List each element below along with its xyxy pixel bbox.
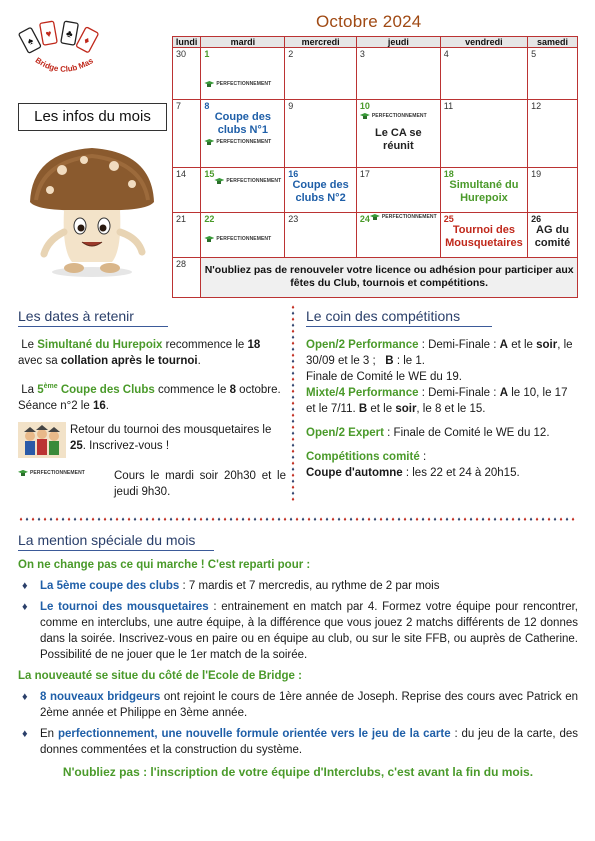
infos-title: Les infos du mois — [18, 103, 167, 131]
license-notice-cell — [201, 258, 578, 298]
suit-mark: ♦ — [291, 371, 295, 377]
suit-mark: ♦ — [67, 517, 71, 523]
event-coupe-clubs-1: Coupe des clubs N°1 — [214, 111, 271, 136]
calendar-week-row — [173, 100, 578, 168]
suit-mark: ♦ — [289, 517, 293, 523]
suit-mark: ♦ — [291, 425, 295, 431]
day-cell: 1 PERFECTIONNEMENT — [201, 48, 285, 100]
suit-mark: ♦ — [291, 317, 295, 323]
suit-mark: ♦ — [391, 517, 395, 523]
day-cell: 19 — [528, 168, 578, 213]
suit-mark: ♦ — [291, 365, 295, 371]
svg-text:♦: ♦ — [81, 35, 92, 48]
day-cell: 4 — [440, 48, 527, 100]
suit-mark: ♦ — [193, 517, 197, 523]
suit-mark: ♦ — [229, 517, 233, 523]
event-ag-comite: AG du comité — [534, 224, 571, 249]
perfectionnement-badge: PERFECTIONNEMENT — [214, 178, 281, 184]
event-coupe-clubs-2: Coupe des clubs N°2 — [292, 179, 349, 204]
perfectionnement-badge: PERFECTIONNEMENT — [204, 139, 281, 145]
graduation-cap-icon — [204, 236, 214, 242]
event-simultane: Simultané du Hurepoix — [449, 179, 519, 204]
suit-mark: ♦ — [313, 517, 317, 523]
day-cell: 25 Tournoi des Mousquetaires — [440, 213, 527, 258]
col-vendredi: vendredi — [440, 37, 527, 48]
suit-mark: ♦ — [169, 517, 173, 523]
list-item: ♦ En perfectionnement, une nouvelle formule orientée vers le jeu de la carte : du jeu de la carte, des donnes commentées et la construction du système. — [18, 726, 578, 758]
suit-mark: ♦ — [139, 517, 143, 523]
day-cell: 28 — [173, 258, 201, 298]
col-mardi: mardi — [201, 37, 285, 48]
suit-separator-vertical — [290, 303, 296, 503]
suit-separator-horizontal — [18, 510, 578, 523]
day-cell: 15 PERFECTIONNEMENT — [201, 168, 285, 213]
mention-subtitle-1: On ne change pas ce qui marche ! C'est reparti pour : — [18, 559, 311, 571]
col-mercredi: mercredi — [285, 37, 357, 48]
suit-mark: ♦ — [291, 449, 295, 455]
mention-list-1 — [18, 578, 578, 663]
suit-mark: ♦ — [151, 517, 155, 523]
suit-mark: ♦ — [205, 517, 209, 523]
svg-text:♥: ♥ — [44, 28, 53, 41]
svg-text:♣: ♣ — [65, 28, 74, 41]
suit-mark: ♦ — [181, 517, 185, 523]
calendar-week-row — [173, 213, 578, 258]
suit-mark: ♦ — [301, 517, 305, 523]
suit-mark: ♦ — [277, 517, 281, 523]
playing-cards-icon — [18, 21, 98, 53]
mushroom-mascot — [22, 140, 162, 280]
dates-paragraph-4: Cours le mardi soir 20h30 et le jeudi 9h30. — [114, 469, 286, 498]
dates-paragraph-3: Retour du tournoi des mousquetaires le 25. Inscrivez-vous ! — [70, 423, 272, 452]
day-cell: 23 — [285, 213, 357, 258]
calendar-week-row — [173, 258, 578, 298]
day-cell: 14 — [173, 168, 201, 213]
suit-mark: ♦ — [469, 517, 473, 523]
suit-mark: ♦ — [547, 517, 551, 523]
graduation-cap-icon — [370, 214, 380, 220]
competition-comite: Compétitions comité : Coupe d'automne : les 22 et 24 à 20h15. — [306, 451, 520, 479]
suit-mark: ♦ — [241, 517, 245, 523]
suit-mark: ♦ — [175, 517, 179, 523]
suit-mark: ♦ — [571, 517, 575, 523]
suit-mark: ♦ — [291, 413, 295, 419]
mention-list-2 — [18, 689, 578, 758]
suit-mark: ♦ — [291, 491, 295, 497]
event-ca-reunion: Le CA se réunit — [374, 127, 422, 152]
day-cell: 17 — [356, 168, 440, 213]
suit-mark: ♦ — [91, 517, 95, 523]
suit-mark: ♦ — [361, 517, 365, 523]
suit-mark: ♦ — [291, 485, 295, 491]
suit-mark: ♦ — [529, 517, 533, 523]
suit-mark: ♦ — [451, 517, 455, 523]
suit-mark: ♦ — [291, 359, 295, 365]
suit-mark: ♦ — [247, 517, 251, 523]
suit-mark: ♦ — [559, 517, 563, 523]
suit-mark: ♦ — [291, 467, 295, 473]
suit-mark: ♦ — [259, 517, 263, 523]
event-tournoi-mousquetaires: Tournoi des Mousquetaires — [445, 224, 523, 249]
suit-mark: ♦ — [291, 353, 295, 359]
mention-subtitle-2: La nouveauté se situe du côté de l'Ecole de Bridge : — [18, 670, 302, 682]
suit-mark: ♦ — [271, 517, 275, 523]
suit-mark: ♦ — [103, 517, 107, 523]
suit-mark: ♦ — [25, 517, 29, 523]
day-cell: 22 PERFECTIONNEMENT — [201, 213, 285, 258]
suit-mark: ♦ — [157, 517, 161, 523]
suit-mark: ♦ — [379, 517, 383, 523]
list-item: ♦ Le tournoi des mousquetaires : entrainement en match par 4. Formez votre équipe pour rencontrer, comme en interclubs, une autre équipe, à la différence que vous jouez 2 matchs différents de 12 donnes dans la soirée. Inscrivez-vous en paire ou en équipe au club, ou sur le site FFB, ou auprès de Catherine. Possibilité de ne jouer que le 1er match de la soirée. — [18, 599, 578, 663]
suit-mark: ♦ — [463, 517, 467, 523]
calendar-week-row — [173, 168, 578, 213]
competitions-section — [306, 308, 578, 481]
suit-mark: ♦ — [291, 455, 295, 461]
day-cell: 11 — [440, 100, 527, 168]
suit-mark: ♦ — [475, 517, 479, 523]
day-cell: 5 — [528, 48, 578, 100]
suit-mark: ♦ — [291, 335, 295, 341]
mention-footer: N'oubliez pas : l'inscription de votre équipe d'Interclubs, c'est avant la fin du mois. — [62, 765, 534, 779]
suit-mark: ♦ — [43, 517, 47, 523]
day-cell: 7 — [173, 100, 201, 168]
suit-mark: ♦ — [55, 517, 59, 523]
suit-mark: ♦ — [291, 437, 295, 443]
suit-mark: ♦ — [223, 517, 227, 523]
list-item: ♦ La 5ème coupe des clubs : 7 mardis et 7 mercredis, au rythme de 2 par mois — [18, 578, 578, 594]
perfectionnement-badge: PERFECTIONNEMENT — [18, 470, 110, 476]
graduation-cap-icon — [360, 113, 370, 119]
suit-mark: ♦ — [79, 517, 83, 523]
suit-mark: ♦ — [199, 517, 203, 523]
suit-mark: ♦ — [349, 517, 353, 523]
suit-mark: ♦ — [291, 473, 295, 479]
suit-mark: ♦ — [61, 517, 65, 523]
competitions-title: Le coin des compétitions — [306, 308, 461, 324]
suit-mark: ♦ — [291, 419, 295, 425]
calendar-week-row — [173, 48, 578, 100]
suit-mark: ♦ — [235, 517, 239, 523]
calendar-title: Octobre 2024 — [316, 12, 422, 31]
suit-mark: ♦ — [535, 517, 539, 523]
suit-mark: ♦ — [367, 517, 371, 523]
suit-mark: ♦ — [291, 389, 295, 395]
suit-mark: ♦ — [31, 517, 35, 523]
calendar-header-row — [173, 37, 578, 48]
suit-mark: ♦ — [397, 517, 401, 523]
suit-mark: ♦ — [433, 517, 437, 523]
suit-mark: ♦ — [487, 517, 491, 523]
suit-mark: ♦ — [307, 517, 311, 523]
dates-title: Les dates à retenir — [18, 308, 134, 324]
day-cell: 9 — [285, 100, 357, 168]
suit-mark: ♦ — [19, 517, 23, 523]
suit-mark: ♦ — [217, 517, 221, 523]
suit-mark: ♦ — [109, 517, 113, 523]
suit-mark: ♦ — [325, 517, 329, 523]
suit-mark: ♦ — [331, 517, 335, 523]
suit-mark: ♦ — [291, 497, 295, 503]
day-cell: 30 — [173, 48, 201, 100]
col-lundi: lundi — [173, 37, 201, 48]
suit-mark: ♦ — [291, 347, 295, 353]
suit-mark: ♦ — [291, 407, 295, 413]
logo-text: Bridge Club Mas — [33, 55, 95, 74]
suit-mark: ♦ — [295, 517, 299, 523]
dates-section — [18, 308, 286, 500]
suit-mark: ♦ — [505, 517, 509, 523]
suit-mark: ♦ — [291, 401, 295, 407]
svg-text:♠: ♠ — [25, 35, 36, 48]
perfectionnement-badge: PERFECTIONNEMENT — [204, 236, 281, 242]
suit-mark: ♦ — [121, 517, 125, 523]
suit-mark: ♦ — [291, 395, 295, 401]
perfectionnement-badge: PERFECTIONNEMENT — [370, 214, 437, 220]
suit-mark: ♦ — [499, 517, 503, 523]
suit-mark: ♦ — [291, 461, 295, 467]
suit-mark: ♦ — [85, 517, 89, 523]
day-cell: 8 Coupe des clubs N°1 PERFECTIONNEMENT — [201, 100, 285, 168]
day-cell: 26 AG du comité — [528, 213, 578, 258]
suit-mark: ♦ — [541, 517, 545, 523]
day-cell: 3 — [356, 48, 440, 100]
perfectionnement-badge: PERFECTIONNEMENT — [204, 81, 281, 87]
suit-mark: ♦ — [37, 517, 41, 523]
suit-mark: ♦ — [427, 517, 431, 523]
suit-mark: ♦ — [403, 517, 407, 523]
suit-mark: ♦ — [253, 517, 257, 523]
suit-mark: ♦ — [291, 443, 295, 449]
calendar-table — [172, 36, 578, 298]
suit-mark: ♦ — [373, 517, 377, 523]
col-jeudi: jeudi — [356, 37, 440, 48]
suit-mark: ♦ — [291, 311, 295, 317]
suit-mark: ♦ — [265, 517, 269, 523]
day-cell: 16 Coupe des clubs N°2 — [285, 168, 357, 213]
suit-mark: ♦ — [493, 517, 497, 523]
graduation-cap-icon — [18, 470, 28, 476]
suit-mark: ♦ — [421, 517, 425, 523]
suit-mark: ♦ — [355, 517, 359, 523]
suit-mark: ♦ — [127, 517, 131, 523]
suit-mark: ♦ — [211, 517, 215, 523]
dates-paragraph-1: Le Simultané du Hurepoix recommence le 18 avec sa collation après le tournoi. — [18, 339, 261, 367]
mousquetaires-reminder — [18, 422, 286, 458]
license-notice: N'oubliez pas de renouveler votre licence ou adhésion pour participer aux fêtes du Club, tournois et compétitions. — [204, 264, 574, 289]
suit-mark: ♦ — [49, 517, 53, 523]
day-cell: 18 Simultané du Hurepoix — [440, 168, 527, 213]
suit-mark: ♦ — [291, 323, 295, 329]
day-cell: 24 PERFECTIONNEMENT — [356, 213, 440, 258]
mention-section — [18, 532, 578, 780]
perfectionnement-badge: PERFECTIONNEMENT — [360, 113, 437, 119]
competition-open2-performance: Open/2 Performance : Demi-Finale : A et le soir, le 30/09 et le 3 ; B : le 1. Finale de Comité le WE du 19. Mixte/4 Performance : Demi-Finale : A le 10, le 17 et le 7/11. B et le soir, le 8 et le 15. — [306, 339, 573, 415]
musketeers-image — [18, 422, 66, 458]
dates-paragraph-2: La 5ème Coupe des Clubs commence le 8 octobre. Séance n°2 le 16. — [18, 383, 281, 412]
suit-mark: ♦ — [97, 517, 101, 523]
suit-mark: ♦ — [163, 517, 167, 523]
day-cell: 21 — [173, 213, 201, 258]
suit-mark: ♦ — [145, 517, 149, 523]
suit-mark: ♦ — [291, 431, 295, 437]
suit-mark: ♦ — [553, 517, 557, 523]
suit-mark: ♦ — [73, 517, 77, 523]
suit-mark: ♦ — [343, 517, 347, 523]
suit-mark: ♦ — [337, 517, 341, 523]
competition-open2-expert: Open/2 Expert : Finale de Comité le WE du 12. — [306, 427, 550, 439]
suit-mark: ♦ — [517, 517, 521, 523]
suit-mark: ♦ — [385, 517, 389, 523]
graduation-cap-icon — [204, 139, 214, 145]
suit-mark: ♦ — [283, 517, 287, 523]
club-logo — [14, 18, 104, 84]
suit-mark: ♦ — [291, 383, 295, 389]
graduation-cap-icon — [204, 81, 214, 87]
suit-mark: ♦ — [291, 329, 295, 335]
suit-mark: ♦ — [565, 517, 569, 523]
col-samedi: samedi — [528, 37, 578, 48]
suit-mark: ♦ — [291, 305, 295, 311]
suit-mark: ♦ — [439, 517, 443, 523]
suit-mark: ♦ — [409, 517, 413, 523]
list-item: ♦ 8 nouveaux bridgeurs ont rejoint le cours de 1ère année de Joseph. Reprise des cours avec Patrick en 2ème année et Philippe en 3ème année. — [18, 689, 578, 721]
suit-mark: ♦ — [291, 479, 295, 485]
graduation-cap-icon — [214, 178, 224, 184]
course-reminder — [18, 468, 286, 500]
suit-mark: ♦ — [481, 517, 485, 523]
suit-mark: ♦ — [187, 517, 191, 523]
suit-mark: ♦ — [319, 517, 323, 523]
suit-mark: ♦ — [291, 377, 295, 383]
suit-mark: ♦ — [445, 517, 449, 523]
suit-mark: ♦ — [511, 517, 515, 523]
day-cell: 2 — [285, 48, 357, 100]
suit-mark: ♦ — [133, 517, 137, 523]
suit-mark: ♦ — [115, 517, 119, 523]
suit-mark: ♦ — [291, 341, 295, 347]
day-cell: 12 — [528, 100, 578, 168]
day-cell: 10 PERFECTIONNEMENT Le CA se réunit — [356, 100, 440, 168]
mention-title: La mention spéciale du mois — [18, 532, 196, 548]
suit-mark: ♦ — [457, 517, 461, 523]
suit-mark: ♦ — [415, 517, 419, 523]
suit-mark: ♦ — [523, 517, 527, 523]
